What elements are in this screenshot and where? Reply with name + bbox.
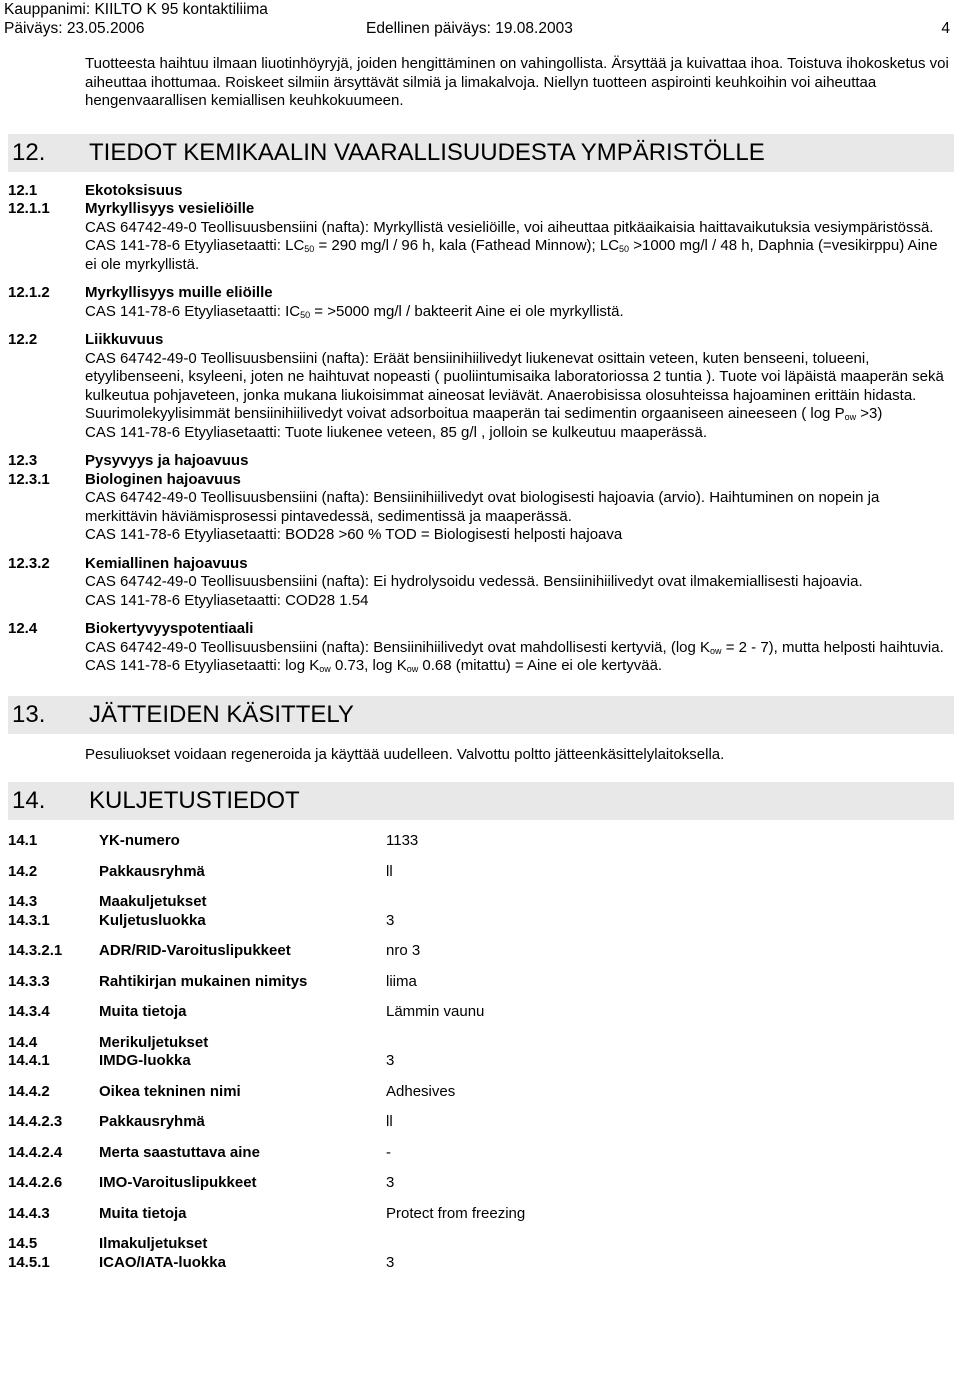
section-number: 12. bbox=[12, 138, 46, 166]
transport-label: Ilmakuljetukset bbox=[99, 1235, 208, 1252]
previous-date: Edellinen päiväys: 19.08.2003 bbox=[366, 20, 573, 37]
transport-value bbox=[386, 1235, 960, 1254]
transport-number: 14.4.1 bbox=[8, 1052, 50, 1069]
subsection-12-1-2 bbox=[0, 284, 960, 321]
transport-value: Lämmin vaunu bbox=[386, 1003, 485, 1020]
transport-row bbox=[0, 893, 960, 912]
subsection-12-4 bbox=[0, 620, 960, 676]
transport-label: Muita tietoja bbox=[99, 1204, 187, 1222]
paragraph: CAS 141-78-6 Etyyliasetaatti: $IC_{50} = >5000$ mg/l / bakteerit Aine ei ole myrkyllistä. bbox=[85, 302, 624, 320]
transport-label: Merikuljetukset bbox=[99, 1033, 209, 1051]
transport-number: 14.5 bbox=[8, 1235, 38, 1252]
subsection-number: 12.4 bbox=[8, 620, 38, 637]
transport-number: 14.4.2.6 bbox=[8, 1174, 63, 1191]
transport-value: ll bbox=[386, 862, 393, 880]
subsection-number: 12.3.1 bbox=[8, 470, 50, 488]
transport-value: Protect from freezing bbox=[386, 1204, 526, 1222]
intro-text: Tuotteesta haihtuu ilmaan liuotinhöyryjä, joiden hengittäminen on vahingollista. Ärsyttää ja kuivattaa ihoa. Toistuva ihokosketus voi aiheuttaa ihottumaa. Roiskeet silmiin ärsyttävät silmiä ja limakalvoja. Niellyn tuotteen aspirointi keuhkoihin voi aiheuttaa hengenvaarallisen kemiallisen keuhkokuumeen. bbox=[85, 55, 949, 109]
transport-value: ll bbox=[386, 1113, 393, 1130]
transport-label: Maakuljetukset bbox=[99, 893, 207, 910]
transport-number: 14.3.2.1 bbox=[8, 942, 63, 959]
transport-number: 14.4.3 bbox=[8, 1204, 50, 1222]
subsection-title: Ekotoksisuus bbox=[85, 181, 183, 199]
section-14-heading bbox=[8, 782, 954, 820]
transport-value: Adhesives bbox=[386, 1082, 456, 1100]
subsection-title: Biokertyvyyspotentiaali bbox=[85, 620, 254, 637]
paragraph: CAS 64742-49-0 Teollisuusbensiini (nafta): Bensiinihiilivedyt ovat biologisesti hajoavia (arvio). Haihtuminen on nopein ja merkittävin häviämisprosessi pintavedessä, sedimentissä ja maaperässä. bbox=[85, 489, 880, 525]
transport-row bbox=[0, 1003, 960, 1022]
transport-value: 3 bbox=[386, 911, 395, 929]
subsection-title: Myrkyllisyys muille eliöille bbox=[85, 284, 273, 301]
subsection-number: 12.3 bbox=[8, 452, 38, 469]
paragraph: CAS 64742-49-0 Teollisuusbensiini (nafta): Ei hydrolysoidu vedessä. Bensiinihiilivedyt ovat ilmakemiallisesti hajoavia. bbox=[85, 573, 863, 590]
transport-number: 14.4.2 bbox=[8, 1082, 50, 1100]
transport-row bbox=[0, 1205, 960, 1224]
section-title: TIEDOT KEMIKAALIN VAARALLISUUDESTA YMPÄRISTÖLLE bbox=[89, 138, 765, 166]
transport-row bbox=[0, 863, 960, 882]
transport-label: Rahtikirjan mukainen nimitys bbox=[99, 972, 308, 990]
transport-row bbox=[0, 1254, 960, 1273]
transport-row bbox=[0, 942, 960, 961]
transport-number: 14.1 bbox=[8, 832, 38, 849]
transport-row bbox=[0, 1235, 960, 1254]
transport-value: - bbox=[386, 1143, 391, 1161]
transport-row bbox=[0, 832, 960, 851]
transport-label: IMDG-luokka bbox=[99, 1052, 191, 1069]
transport-row bbox=[0, 1174, 960, 1193]
paragraph: CAS 141-78-6 Etyyliasetaatti: BOD28 >60 % TOD = Biologisesti helposti hajoava bbox=[85, 526, 623, 543]
subsection-title: Biologinen hajoavuus bbox=[85, 470, 241, 488]
transport-value bbox=[386, 1034, 960, 1053]
subsection-12-2 bbox=[0, 331, 960, 442]
transport-label: Pakkausryhmä bbox=[99, 1113, 205, 1130]
subsection-title: Liikkuvuus bbox=[85, 331, 164, 348]
subsection-12-3 bbox=[0, 452, 960, 471]
paragraph: CAS 64742-49-0 Teollisuusbensiini (nafta): Bensiinihiilivedyt ovat mahdollisesti kertyviä, (log $K_{ow} = 2 - 7$), mutta helposti haihtuvia. bbox=[85, 638, 944, 656]
subsection-number: 12.3.2 bbox=[8, 554, 50, 572]
transport-label: Muita tietoja bbox=[99, 1003, 187, 1020]
transport-label: ICAO/IATA-luokka bbox=[99, 1253, 226, 1271]
transport-number: 14.3.1 bbox=[8, 911, 50, 929]
transport-label: Pakkausryhmä bbox=[99, 862, 205, 880]
transport-value: 3 bbox=[386, 1052, 395, 1069]
paragraph: CAS 141-78-6 Etyyliasetaatti: $LC_{50} = 290$ mg/l / 96 h, kala (Fathead Minnow); $LC_{50} >1000$ mg/l / 48 h, Daphnia (=vesikirppu) Aine ei ole myrkyllistä. bbox=[85, 237, 938, 273]
transport-row bbox=[0, 1144, 960, 1163]
section-number: 13. bbox=[12, 700, 46, 728]
transport-row bbox=[0, 1034, 960, 1053]
document-body bbox=[0, 55, 960, 1272]
subsection-12-3-2 bbox=[0, 555, 960, 611]
paragraph: CAS 141-78-6 Etyyliasetaatti: COD28 1.54 bbox=[85, 591, 369, 609]
transport-number: 14.4.2.3 bbox=[8, 1113, 63, 1130]
transport-label: Kuljetusluokka bbox=[99, 911, 206, 929]
transport-row bbox=[0, 973, 960, 992]
transport-number: 14.5.1 bbox=[8, 1253, 50, 1271]
intro-paragraph bbox=[85, 55, 950, 111]
transport-value: 3 bbox=[386, 1253, 395, 1271]
transport-label: IMO-Varoituslipukkeet bbox=[99, 1174, 257, 1191]
transport-number: 14.4 bbox=[8, 1033, 38, 1051]
section-12-heading bbox=[8, 134, 954, 172]
section-13-text: Pesuliuokset voidaan regeneroida ja käyttää uudelleen. Valvottu poltto jätteenkäsittelylaitoksella. bbox=[85, 745, 725, 763]
section-title: KULJETUSTIEDOT bbox=[89, 787, 300, 814]
transport-number: 14.3.4 bbox=[8, 1003, 50, 1020]
transport-value: 1133 bbox=[386, 832, 419, 849]
subsection-number: 12.1.2 bbox=[8, 284, 50, 301]
paragraph: CAS 64742-49-0 Teollisuusbensiini (nafta): Eräät bensiinihiilivedyt liukenevat osittain veteen, kuten benseeni, tolueeni, etyylibenseeni, ksyleeni, joten ne haihtuvat nopeasti ( puoliintumisaika laboratoriossa 2 tuntia ). Tuote voi läpäistä maaperän sekä kulkeutua pohjaveteen, jonka mukana liukoisimmat aineosat leviävät. Anaerobisissa olosuhteissa hajoaminen erittäin hidasta. Suurimolekyylisimmät bensiinihiilivedyt voivat adsorboitua maaperän tai sedimentin orgaaniseen aineeseen ( $\log P_{ow} >3$) bbox=[85, 349, 944, 422]
transport-label: YK-numero bbox=[99, 832, 180, 849]
document-date: Päiväys: 23.05.2006 bbox=[4, 20, 145, 37]
paragraph: CAS 141-78-6 Etyyliasetaatti: Tuote liukenee veteen, 85 g/l , jolloin se kulkeutuu maaperässä. bbox=[85, 423, 708, 441]
paragraph: CAS 141-78-6 Etyyliasetaatti: $\log K_{ow}$ 0.73, $\log K_{ow}$ 0.68 (mitattu) = Aine ei ole kertyvää. bbox=[85, 657, 663, 674]
transport-number: 14.2 bbox=[8, 862, 38, 880]
transport-value: 3 bbox=[386, 1174, 395, 1191]
section-title: JÄTTEIDEN KÄSITTELY bbox=[89, 700, 354, 728]
transport-label: Oikea tekninen nimi bbox=[99, 1082, 241, 1100]
subsection-number: 12.1 bbox=[8, 181, 38, 199]
transport-number: 14.3 bbox=[8, 893, 38, 910]
subsection-12-3-1 bbox=[0, 471, 960, 545]
subsection-number: 12.2 bbox=[8, 331, 38, 348]
paragraph: CAS 64742-49-0 Teollisuusbensiini (nafta): Myrkyllistä vesieliöille, voi aiheuttaa pitkäaikaisia haittavaikutuksia vesiympäristössä. bbox=[85, 218, 934, 236]
page-number: 4 bbox=[941, 20, 950, 37]
transport-row bbox=[0, 912, 960, 931]
product-name: Kauppanimi: KIILTO K 95 kontaktiliima bbox=[4, 1, 268, 18]
transport-row bbox=[0, 1083, 960, 1102]
subsection-title: Kemiallinen hajoavuus bbox=[85, 554, 248, 572]
transport-value: nro 3 bbox=[386, 942, 421, 959]
transport-row bbox=[0, 1113, 960, 1132]
transport-label: Merta saastuttava aine bbox=[99, 1143, 260, 1161]
transport-value bbox=[386, 893, 960, 912]
transport-table bbox=[0, 832, 960, 1272]
transport-row bbox=[0, 1052, 960, 1071]
transport-number: 14.4.2.4 bbox=[8, 1143, 63, 1161]
transport-label: ADR/RID-Varoituslipukkeet bbox=[99, 942, 291, 959]
subsection-number: 12.1.1 bbox=[8, 200, 50, 217]
transport-number: 14.3.3 bbox=[8, 972, 50, 990]
subsection-title: Myrkyllisyys vesieliöille bbox=[85, 200, 255, 217]
subsection-12-1 bbox=[0, 182, 960, 201]
subsection-12-1-1 bbox=[0, 200, 960, 274]
transport-value: liima bbox=[386, 972, 417, 990]
section-number: 14. bbox=[12, 787, 46, 814]
subsection-title: Pysyvyys ja hajoavuus bbox=[85, 452, 249, 469]
section-13-heading bbox=[8, 696, 954, 734]
